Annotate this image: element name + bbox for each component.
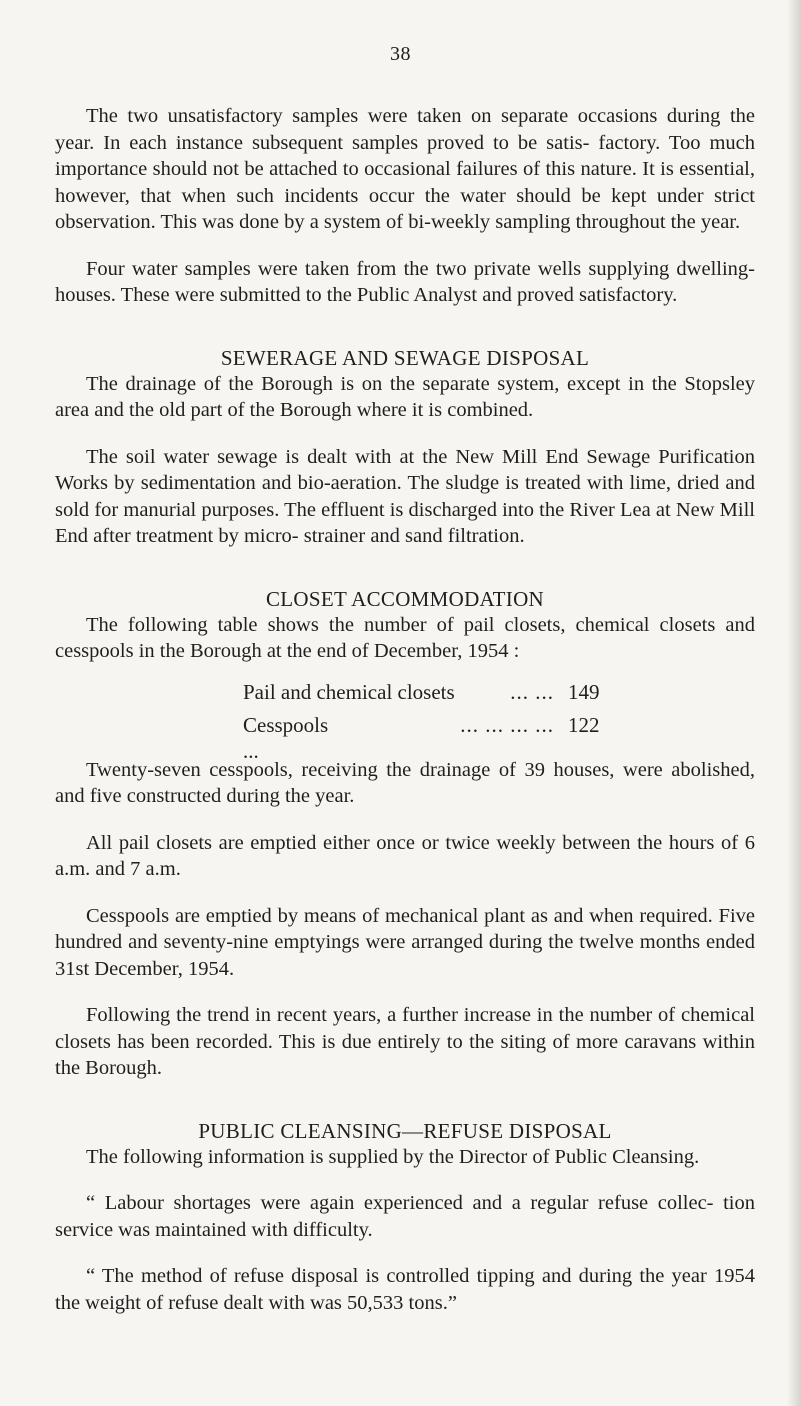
paragraph-chemical-closets-trend: Following the trend in recent years, a further increase in the number of chemical closets has been recorded. This is due entirely to the siting of more caravans within the Borough. [55,1004,755,1079]
page-content [55,103,755,1316]
paragraph-cesspools-emptied: Cesspools are emptied by means of mechanical plant as and when required. Five hundred and seventy-nine emptyings were arranged during the twelve months ended 31st December, 1954. [55,904,755,980]
table-row [55,712,755,763]
table-row-leader: ... ... [510,679,554,704]
page-edge-shadow [787,0,801,1406]
table-row-label: Pail and chemical closets [243,679,455,704]
heading-sewerage: SEWERAGE AND SEWAGE DISPOSAL [220,345,590,370]
table-row-value: 122 [568,712,600,737]
paragraph-cesspools-abolished: Twenty-seven cesspools, receiving the drainage of 39 houses, were abolished, and five constructed during the year. [55,758,755,807]
table-row-leader: ... ... ... ... [460,712,554,737]
paragraph-director-info: The following information is supplied by the Director of Public Cleansing. [86,1145,700,1168]
paragraph-drainage-system: The drainage of the Borough is on the separate system, except in the Stopsley area and the old part of the Borough where it is combined. [55,372,755,421]
table-row-label: Cesspools ... [243,712,329,763]
table-row [55,679,755,712]
page-number: 38 [390,43,411,65]
heading-closet-accommodation: CLOSET ACCOMMODATION [265,586,545,611]
paragraph-private-wells: Four water samples were taken from the two private wells supplying dwelling-houses. These were submitted to the Public Analyst and proved satisfactory. [55,257,755,306]
table-row-value: 149 [568,679,600,704]
heading-public-cleansing: PUBLIC CLEANSING—REFUSE DISPOSAL [198,1118,612,1143]
paragraph-labour-shortages: “ Labour shortages were again experienced and a regular refuse collec- tion service was maintained with difficulty. [55,1192,755,1241]
paragraph-refuse-disposal: “ The method of refuse disposal is controlled tipping and during the year 1954 the weight of refuse dealt with was 50,533 tons.” [55,1265,755,1314]
closet-table [55,679,755,763]
paragraph-unsatisfactory-samples: The two unsatisfactory samples were taken on separate occasions during the year. In each instance subsequent samples proved to be satis- factory. Too much importance should not be attached to occasional failures of this nature. It is essential, however, that when such incidents occur the water should be kept under strict observation. This was done by a system of bi-weekly sampling throughout the year. [55,105,755,233]
paragraph-sewage-treatment: The soil water sewage is dealt with at the New Mill End Sewage Purification Works by sedimentation and bio-aeration. The sludge is treated with lime, dried and sold for manurial purposes. The effluent is discharged into the River Lea at New Mill End after treatment by micro- strainer and sand filtration. [55,445,755,547]
paragraph-table-intro: The following table shows the number of pail closets, chemical closets and cesspools in the Borough at the end of December, 1954 : [55,613,755,662]
paragraph-pail-closets-emptied: All pail closets are emptied either once or twice weekly between the hours of 6 a.m. and 7 a.m. [55,831,755,880]
